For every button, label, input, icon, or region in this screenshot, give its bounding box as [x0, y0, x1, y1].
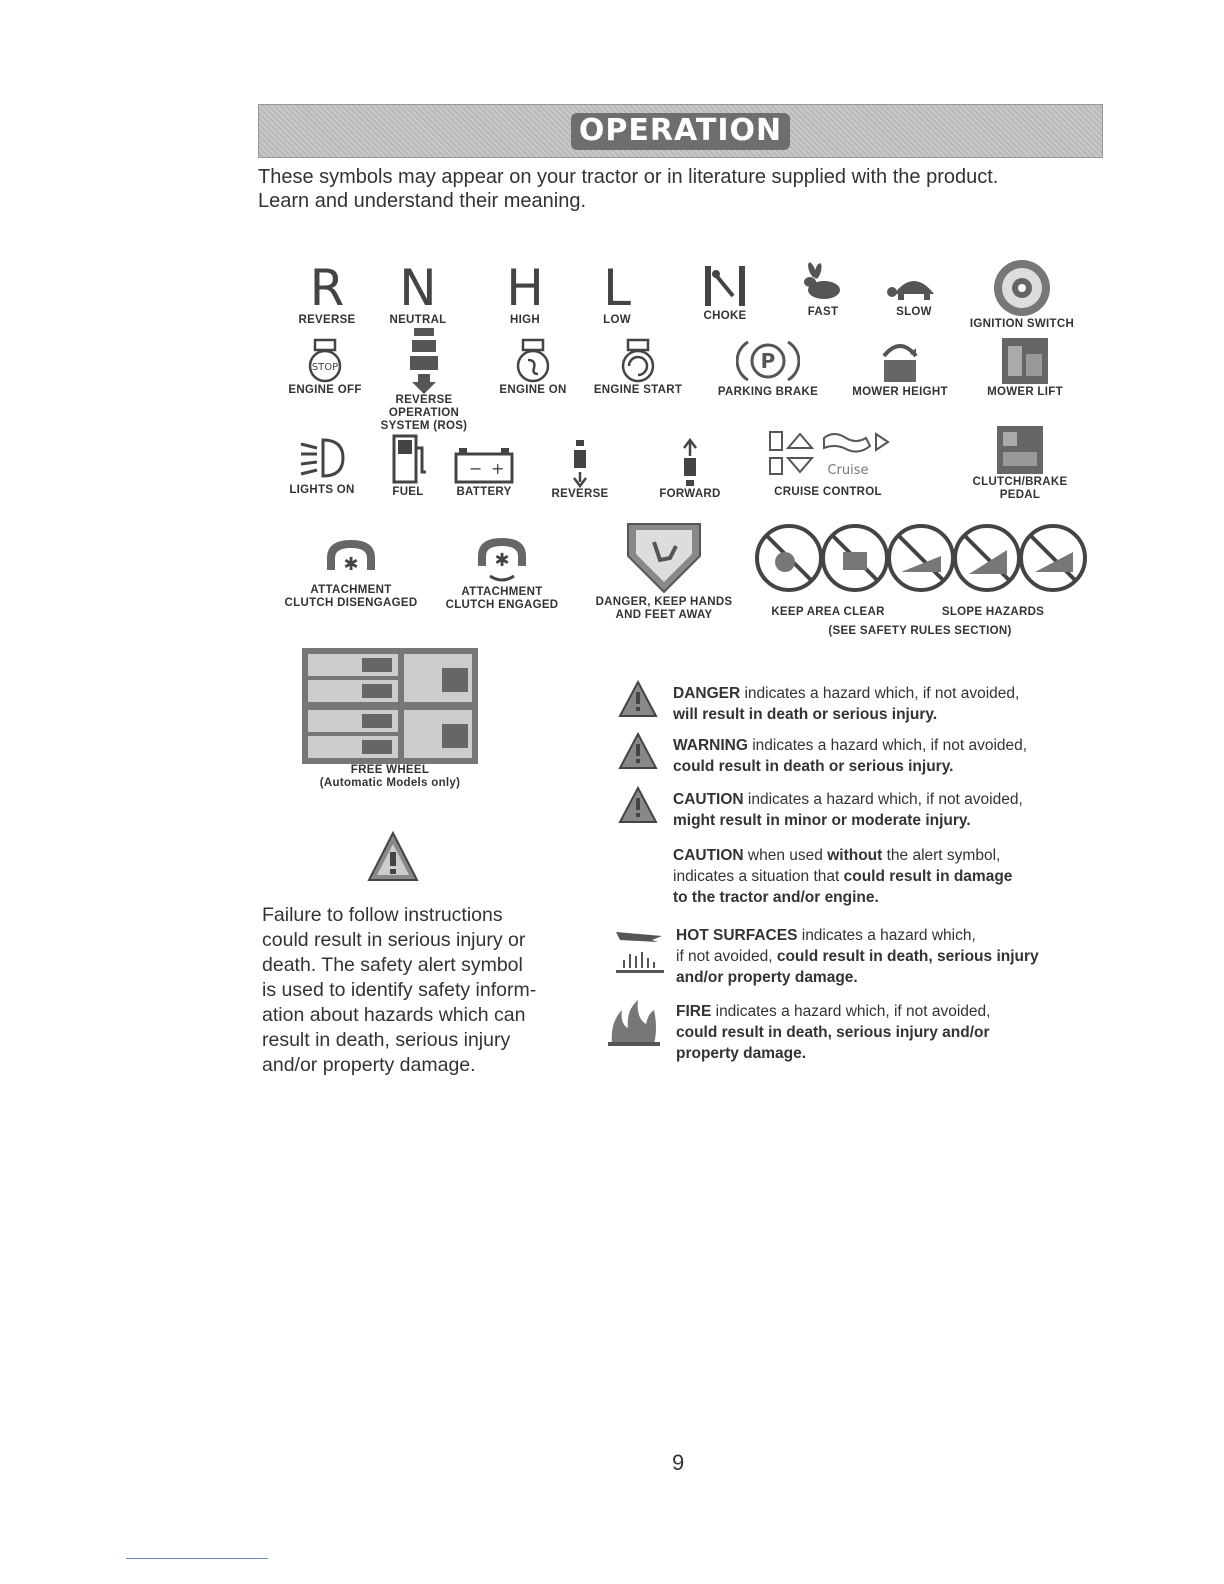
- free-wheel-note: (Automatic Models only): [319, 777, 461, 789]
- ros-label: REVERSE: [395, 394, 453, 406]
- engine-on-symbol: [488, 338, 578, 397]
- parking-brake-label: PARKING BRAKE: [717, 386, 819, 398]
- ros-symbol: [374, 326, 474, 433]
- battery-plus: +: [491, 459, 505, 478]
- danger-hands-symbol: [584, 520, 744, 622]
- mower-lift-icon: [1000, 336, 1050, 386]
- safety-rules-note-text: (SEE SAFETY RULES SECTION): [828, 625, 1012, 637]
- high-label: HIGH: [510, 314, 540, 326]
- section-banner: [258, 104, 1103, 158]
- free-wheel-icon: [302, 648, 478, 764]
- danger-text: indicates a hazard which, if not avoided,: [740, 685, 1020, 702]
- caution-no-symbol-definition: [673, 845, 1093, 908]
- engine-start-icon: [613, 338, 663, 384]
- intro-text: [258, 165, 1078, 213]
- danger-consequence: will result in death or serious injury.: [673, 706, 938, 723]
- slow-symbol: [876, 262, 952, 319]
- prohibition-symbols: [746, 522, 1096, 594]
- cruise-text: Cruise: [827, 463, 869, 478]
- fire-icon: [606, 998, 662, 1048]
- failure-warning-text: [262, 903, 562, 1078]
- failure-line: Failure to follow instructions: [262, 904, 503, 926]
- attachment-engaged-symbol: [436, 530, 568, 612]
- warning-alert-icon-wrap: [618, 732, 658, 777]
- reverse-glyph: R: [309, 259, 345, 317]
- slope-hazards-caption: [928, 606, 1058, 619]
- clutch-brake-symbol: [964, 424, 1076, 502]
- engine-stop-icon: [300, 338, 350, 384]
- engine-start-label: ENGINE START: [593, 384, 683, 396]
- forward-pedal-label: FORWARD: [659, 488, 721, 500]
- mower-height-icon: [870, 336, 930, 386]
- attachment-disengaged-icon: [321, 530, 381, 584]
- high-glyph: H: [506, 259, 544, 317]
- turtle-icon: [884, 262, 944, 306]
- mower-height-label: MOWER HEIGHT: [852, 386, 948, 398]
- hot-text: if not avoided,: [676, 948, 777, 965]
- hot-text: indicates a hazard which,: [797, 927, 976, 944]
- mower-height-symbol: [842, 336, 958, 399]
- caution-definition: [673, 789, 1093, 831]
- lights-on-label: LIGHTS ON: [289, 484, 355, 496]
- engine-off-symbol: [280, 338, 370, 397]
- caution-keyword: CAUTION: [673, 791, 744, 808]
- slow-label: SLOW: [896, 306, 932, 318]
- battery-icon: [453, 440, 515, 486]
- svg-text:✱: ✱: [494, 550, 510, 571]
- fire-definition: [676, 1001, 1096, 1064]
- failure-line: is used to identify safety inform-: [262, 979, 537, 1001]
- warning-keyword: WARNING: [673, 737, 748, 754]
- caution2-text: indicates a situation that: [673, 868, 844, 885]
- attachment-disengaged-label: ATTACHMENT: [310, 584, 392, 596]
- caution-consequence: might result in minor or moderate injury.: [673, 812, 971, 829]
- choke-label: CHOKE: [703, 310, 747, 322]
- attachment-engaged-label: ATTACHMENT: [461, 586, 543, 598]
- ignition-switch-icon: [990, 258, 1054, 318]
- warning-consequence: could result in death or serious injury.: [673, 758, 954, 775]
- warning-alert-icon: [618, 732, 658, 772]
- danger-definition: [673, 683, 1093, 725]
- fuel-icon: [388, 432, 428, 486]
- danger-hands-icon: [624, 520, 704, 596]
- intro-line: These symbols may appear on your tractor or in literature supplied with the product.: [258, 166, 999, 188]
- keep-area-clear-caption: [758, 606, 898, 619]
- battery-minus: −: [469, 459, 483, 478]
- safety-rules-note: [800, 625, 1040, 638]
- failure-line: result in death, serious injury: [262, 1029, 511, 1051]
- parking-brake-icon: [736, 336, 800, 386]
- svg-text:✱: ✱: [343, 554, 359, 575]
- battery-label: BATTERY: [456, 486, 512, 498]
- engine-off-label: ENGINE OFF: [288, 384, 362, 396]
- hot-consequence: and/or property damage.: [676, 969, 858, 986]
- battery-symbol: [448, 440, 520, 499]
- parking-brake-symbol: [708, 336, 828, 399]
- engine-on-label: ENGINE ON: [499, 384, 567, 396]
- forward-arrow-icon: [678, 438, 702, 488]
- ros-label: OPERATION: [388, 407, 460, 419]
- caution-alert-icon: [618, 786, 658, 826]
- attachment-disengaged-label: CLUTCH DISENGAGED: [284, 597, 418, 609]
- section-title: OPERATION: [571, 113, 790, 150]
- ros-label: SYSTEM (ROS): [380, 420, 468, 432]
- danger-alert-icon: [618, 680, 658, 720]
- fuel-label: FUEL: [392, 486, 424, 498]
- reverse-symbol: [292, 259, 362, 327]
- caution2-keyword: CAUTION: [673, 847, 744, 864]
- danger-hands-label: AND FEET AWAY: [615, 609, 713, 621]
- prohibition-circles-icon: [751, 522, 1091, 594]
- low-glyph: L: [603, 259, 631, 317]
- high-symbol: [490, 259, 560, 327]
- danger-hands-label: DANGER, KEEP HANDS: [595, 596, 733, 608]
- warning-text: indicates a hazard which, if not avoided,: [747, 737, 1028, 754]
- fire-text: indicates a hazard which, if not avoided,: [711, 1003, 991, 1020]
- hot-surface-icon-wrap: [612, 924, 668, 981]
- parking-p-text: P: [760, 349, 776, 373]
- choke-symbol: [690, 262, 760, 323]
- attachment-engaged-label: CLUTCH ENGAGED: [445, 599, 559, 611]
- fire-consequence: property damage.: [676, 1045, 807, 1062]
- cruise-control-label: CRUISE CONTROL: [774, 486, 882, 498]
- hot-surfaces-definition: [676, 925, 1096, 988]
- reverse-pedal-symbol: [542, 438, 618, 501]
- neutral-glyph: N: [399, 259, 437, 317]
- rabbit-icon: [798, 262, 848, 306]
- footer-rule: [126, 1558, 268, 1559]
- caution2-without: without: [827, 847, 883, 864]
- attachment-engaged-icon: [472, 530, 532, 586]
- warning-definition: [673, 735, 1093, 777]
- stop-text: STOP: [311, 362, 339, 373]
- low-symbol: [582, 259, 652, 327]
- failure-line: ation about hazards which can: [262, 1004, 526, 1026]
- hot-keyword: HOT SURFACES: [676, 927, 798, 944]
- engine-start-symbol: [586, 338, 690, 397]
- danger-alert-icon-wrap: [618, 680, 658, 725]
- caution2-consequence: to the tractor and/or engine.: [673, 889, 879, 906]
- clutch-brake-icon: [995, 424, 1045, 476]
- reverse-arrow-icon: [568, 438, 592, 488]
- choke-icon: [697, 262, 753, 310]
- fast-symbol: [788, 262, 858, 319]
- failure-line: and/or property damage.: [262, 1054, 476, 1076]
- failure-line: death. The safety alert symbol: [262, 954, 523, 976]
- caution2-text: the alert symbol,: [882, 847, 1001, 864]
- fire-icon-wrap: [606, 998, 662, 1053]
- keep-area-clear-label: KEEP AREA CLEAR: [771, 606, 885, 618]
- failure-line: could result in serious injury or: [262, 929, 526, 951]
- lights-on-symbol: [280, 432, 364, 497]
- free-wheel-label: FREE WHEEL: [350, 764, 430, 776]
- caution2-text: when used: [743, 847, 828, 864]
- ignition-label: IGNITION SWITCH: [969, 318, 1075, 330]
- intro-line: Learn and understand their meaning.: [258, 190, 587, 212]
- ignition-switch-symbol: [960, 258, 1084, 331]
- fire-consequence: could result in death, serious injury and/or: [676, 1024, 990, 1041]
- lights-icon: [297, 432, 347, 484]
- reverse-operation-icon: [404, 326, 444, 394]
- page-number: 9: [672, 1450, 685, 1475]
- neutral-symbol: [378, 259, 458, 327]
- caution-alert-icon-wrap: [618, 786, 658, 831]
- cruise-control-symbol: [758, 428, 898, 499]
- mower-lift-label: MOWER LIFT: [987, 386, 1063, 398]
- clutch-brake-label: CLUTCH/BRAKE: [972, 476, 1068, 488]
- fast-label: FAST: [807, 306, 839, 318]
- engine-on-icon: [508, 338, 558, 384]
- reverse-label: REVERSE: [298, 314, 356, 326]
- mower-lift-symbol: [972, 336, 1078, 399]
- danger-keyword: DANGER: [673, 685, 741, 702]
- hot-surface-icon: [612, 924, 668, 976]
- clutch-brake-label: PEDAL: [999, 489, 1041, 501]
- fuel-symbol: [380, 432, 436, 499]
- forward-pedal-symbol: [650, 438, 730, 501]
- hot-consequence: could result in death, serious injury: [776, 948, 1039, 965]
- safety-alert-symbol: [366, 830, 420, 889]
- caution2-consequence: could result in damage: [843, 868, 1013, 885]
- reverse-pedal-label: REVERSE: [551, 488, 609, 500]
- neutral-label: NEUTRAL: [389, 314, 447, 326]
- fire-keyword: FIRE: [676, 1003, 712, 1020]
- attachment-disengaged-symbol: [276, 530, 426, 610]
- cruise-control-icon: [758, 428, 898, 486]
- caution-text: indicates a hazard which, if not avoided,: [743, 791, 1023, 808]
- slope-hazards-label: SLOPE HAZARDS: [941, 606, 1045, 618]
- low-label: LOW: [603, 314, 631, 326]
- free-wheel-symbol: [300, 648, 480, 790]
- safety-alert-icon: [366, 830, 420, 884]
